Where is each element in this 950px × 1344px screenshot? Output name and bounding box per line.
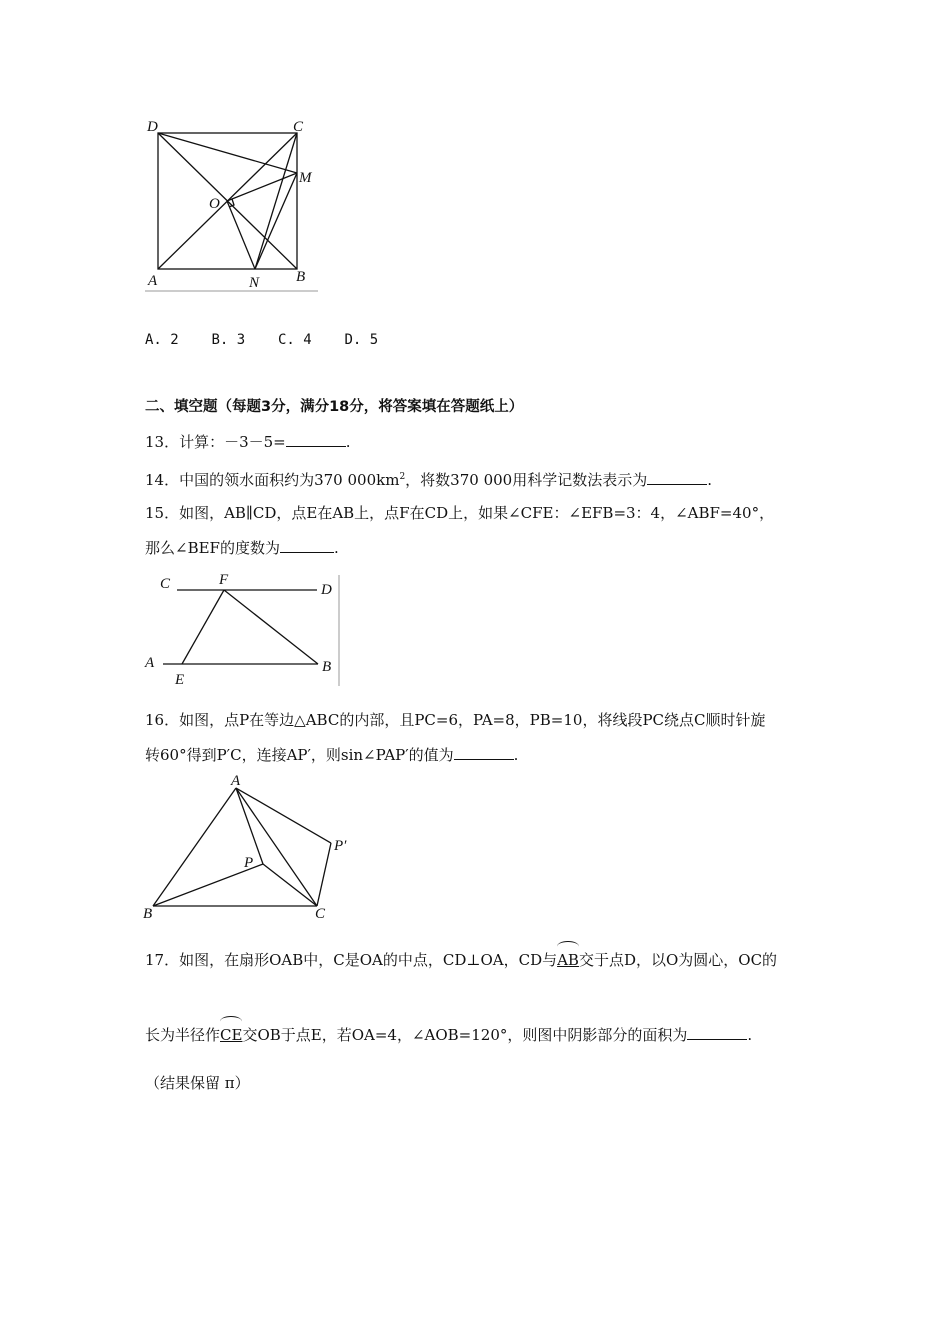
segment-cp-prime — [317, 843, 331, 906]
question-15-line1: 15．如图，AB∥CD，点E在AB上，点F在CD上，如果∠CFE：∠EFB=3：4，∠ABF=40°， — [145, 504, 775, 522]
question-13 — [145, 432, 351, 452]
choice-c[interactable]: C. 4 — [278, 332, 312, 348]
label-c: C — [315, 906, 326, 922]
q13-answer-blank[interactable] — [286, 432, 346, 447]
question-16-line2 — [145, 745, 518, 765]
q13-end: . — [345, 433, 351, 451]
figure-equilateral-triangle — [140, 770, 360, 925]
answer-choices — [145, 329, 406, 350]
label-a: A — [148, 273, 158, 289]
label-b: B — [143, 906, 153, 922]
label-a: A — [145, 655, 155, 671]
q14-text-before: 14．中国的领水面积约为370 000km — [145, 471, 400, 489]
label-o: O — [209, 196, 220, 212]
q17-end: . — [747, 1026, 753, 1044]
label-b: B — [322, 659, 332, 675]
choice-b[interactable]: B. 3 — [211, 332, 246, 348]
side-ac — [236, 788, 317, 906]
q16-text: 转60°得到P′C，连接AP′，则sin∠PAP′的值为 — [145, 746, 454, 764]
q14-text-after: ，将数370 000用科学记数法表示为 — [405, 471, 648, 489]
choice-d[interactable]: D. 5 — [344, 332, 379, 348]
question-14 — [145, 467, 712, 490]
arc-ce: CE — [220, 1026, 243, 1044]
arc-ab: AB — [557, 951, 579, 969]
q14-end: . — [707, 471, 712, 489]
question-15-line2 — [145, 538, 339, 558]
label-c: C — [160, 576, 171, 592]
q13-text: 13．计算：－3－5= — [145, 433, 286, 451]
label-m: M — [299, 170, 312, 186]
q17-text-a: 17．如图，在扇形OAB中，C是OA的中点，CD⊥OA，CD与 — [145, 951, 558, 969]
segment-ap-prime — [236, 788, 331, 843]
q15-answer-blank[interactable] — [280, 538, 334, 553]
q14-superscript: 2 — [399, 472, 406, 482]
q17-text-c: 长为半径作 — [145, 1026, 221, 1044]
label-e: E — [175, 672, 185, 688]
label-c: C — [293, 119, 304, 135]
segment-fe — [182, 590, 224, 664]
figure-square-diagram — [140, 110, 330, 300]
question-17-line1 — [145, 950, 777, 970]
q17-answer-blank[interactable] — [687, 1025, 747, 1040]
question-17-line2 — [145, 1025, 752, 1045]
q15-text: 那么∠BEF的度数为 — [145, 539, 280, 557]
q15-end: . — [333, 539, 339, 557]
label-n: N — [249, 275, 260, 291]
label-f: F — [219, 572, 229, 588]
segment-pc — [263, 864, 317, 906]
label-d: D — [321, 582, 332, 598]
section-heading: 二、填空题（每题3分，满分18分，将答案填在答题纸上） — [145, 399, 524, 415]
q16-answer-blank[interactable] — [454, 745, 514, 760]
label-p-prime: P′ — [334, 838, 347, 854]
choice-a[interactable]: A. 2 — [145, 332, 179, 348]
segment-on — [227, 201, 255, 269]
figure-parallel-lines — [140, 570, 350, 690]
label-p: P — [244, 855, 254, 871]
question-16-line1: 16．如图，点P在等边△ABC的内部，且PC=6，PA=8，PB=10，将线段PC绕点C顺时针旋 — [145, 711, 766, 729]
q16-end: . — [513, 746, 519, 764]
label-a: A — [231, 773, 241, 789]
q17-text-b: 交于点D，以O为圆心，OC的 — [578, 951, 778, 969]
q14-answer-blank[interactable] — [647, 470, 707, 485]
q17-text-d: 交OB于点E，若OA=4，∠AOB=120°，则图中阴影部分的面积为 — [242, 1026, 688, 1044]
label-d: D — [147, 119, 158, 135]
question-17-note: （结果保留 π） — [145, 1074, 250, 1092]
segment-fb — [224, 590, 318, 664]
side-ab — [153, 788, 236, 906]
label-b: B — [296, 269, 306, 285]
segment-ap — [236, 788, 263, 864]
